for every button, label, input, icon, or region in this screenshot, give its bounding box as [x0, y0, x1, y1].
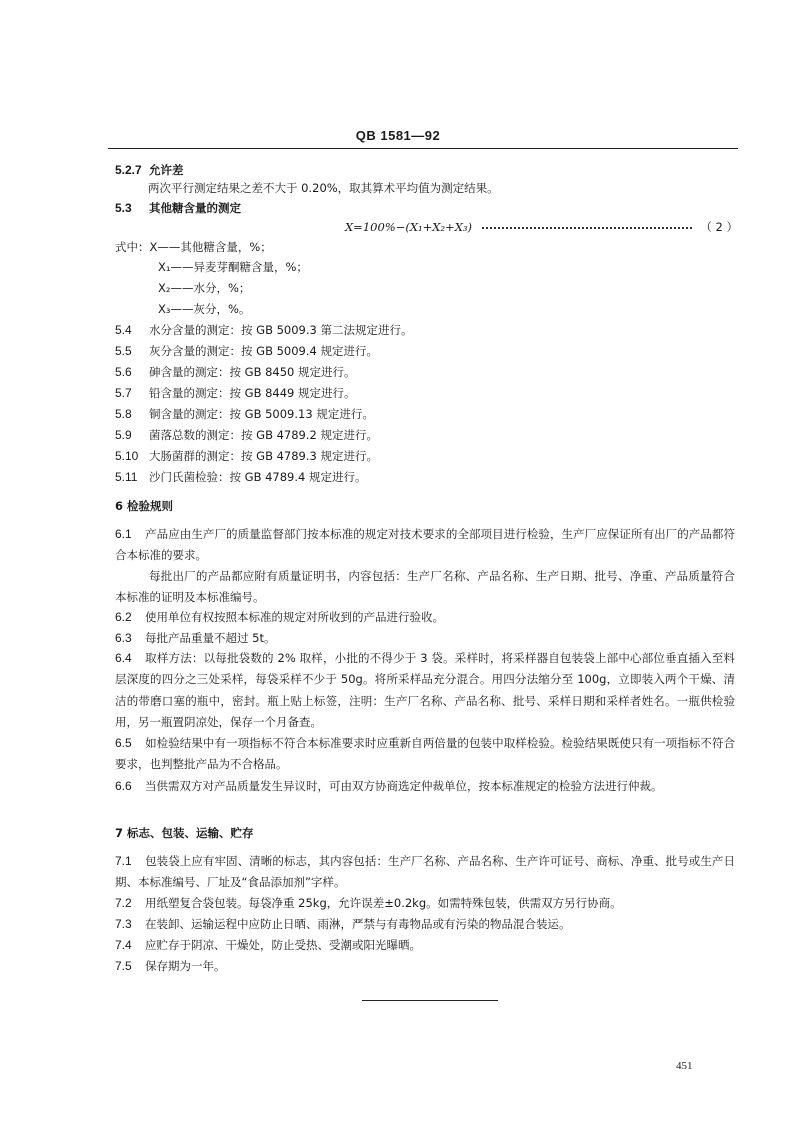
- end-rule: [362, 1000, 498, 1001]
- formula-expression: X=100%−(X₁+X₂+X₃): [345, 220, 472, 234]
- clause-5-4: [115, 322, 413, 338]
- clause-number: 6.4: [115, 651, 132, 665]
- clause-5-2-7-heading: [115, 162, 184, 178]
- equation-number: （ 2 ）: [700, 220, 738, 234]
- header-rule: [108, 148, 738, 149]
- clause-5-5: [115, 343, 378, 359]
- clause-number: 5.6: [115, 365, 132, 379]
- clause-number: 6.5: [115, 736, 132, 750]
- section-6-heading: 6 检验规则: [115, 499, 174, 513]
- clause-number: 6.3: [115, 631, 132, 645]
- formula-var-x1: X₁——异麦芽酮糖含量，%；: [158, 260, 308, 274]
- clause-number: 6.1: [115, 527, 132, 541]
- formula-line: [345, 219, 738, 235]
- clause-number: 6.2: [115, 610, 132, 624]
- clause-number: 5.4: [115, 323, 132, 337]
- clause-number: 7.4: [115, 938, 132, 952]
- clause-number: 5.9: [115, 428, 132, 442]
- clause-text: 应贮存于阴凉、干燥处，防止受热、受潮或阳光曝晒。: [145, 938, 421, 952]
- clause-5-6: [115, 364, 356, 380]
- clause-6-1-continued: 每批出厂的产品都应附有质量证明书，内容包括：生产厂名称、产品名称、生产日期、批号、净重、产品质量符合本标准的证明及本标准编号。: [115, 569, 735, 605]
- formula-var-x3: X₃——灰分，%。: [158, 302, 251, 316]
- clause-text: 包装袋上应有牢固、清晰的标志，其内容包括：生产厂名称、产品名称、生产许可证号、商标、净重、批号或生产日期、本标准编号、厂址及“食品添加剂”字样。: [115, 854, 735, 890]
- clause-number: 7.3: [115, 917, 132, 931]
- clause-text: 当供需双方对产品质量发生异议时，可由双方协商选定仲裁单位，按本标准规定的检验方法进行仲裁。: [145, 779, 663, 793]
- formula-var-x2: X₂——水分，%；: [158, 281, 251, 295]
- clause-number: 5.7: [115, 386, 132, 400]
- clause-number: 5.11: [115, 470, 138, 484]
- formula-where: 式中：X——其他糖含量，%；: [115, 240, 272, 254]
- clause-7-4: [115, 935, 735, 956]
- clause-number: 5.8: [115, 407, 132, 421]
- clause-text: 大肠菌群的测定：按 GB 4789.3 规定进行。: [149, 449, 379, 463]
- clause-number: 6.6: [115, 779, 132, 793]
- clause-text: 使用单位有权按照本标准的规定对所收到的产品进行验收。: [145, 610, 444, 624]
- clause-text: 用纸塑复合袋包装。每袋净重 25kg，允许误差±0.2kg。如需特殊包装，供需双方另行协商。: [145, 896, 622, 910]
- clause-7-5: [115, 956, 735, 977]
- clause-5-9: [115, 427, 378, 443]
- clause-6-3: [115, 628, 735, 649]
- clause-text: 沙门氏菌检验：按 GB 4789.4 规定进行。: [149, 470, 367, 484]
- clause-number: 7.5: [115, 959, 132, 973]
- clause-5-11: [115, 469, 367, 485]
- clause-6-5: [115, 733, 735, 776]
- clause-number: 5.5: [115, 344, 132, 358]
- clause-text: 菌落总数的测定：按 GB 4789.2 规定进行。: [149, 428, 379, 442]
- clause-6-4: [115, 648, 735, 734]
- clause-text: 每批产品重量不超过 5t。: [145, 631, 276, 645]
- clause-text: 铅含量的测定：按 GB 8449 规定进行。: [149, 386, 356, 400]
- clause-number: 5.3: [115, 201, 132, 215]
- clause-title: 其他糖含量的测定: [149, 201, 241, 215]
- clause-text: 产品应由生产厂的质量监督部门按本标准的规定对技术要求的全部项目进行检验，生产厂应保证所有出厂的产品都符合本标准的要求。: [115, 527, 735, 563]
- clause-text: 水分含量的测定：按 GB 5009.3 第二法规定进行。: [149, 323, 413, 337]
- clause-5-7: [115, 385, 356, 401]
- formula-leader-dots: [482, 221, 692, 229]
- clause-5-2-7-body: 两次平行测定结果之差不大于 0.20%，取其算术平均值为测定结果。: [148, 181, 499, 195]
- clause-7-3: [115, 914, 735, 935]
- clause-text: 取样方法：以每批袋数的 2% 取样，小批的不得少于 3 袋。采样时，将采样器自包装袋上部中心部位垂直插入至料层深度的四分之三处采样，每袋采样不少于 50g。将所采样品充分混合。用四分法缩分至 100g，立即装入两个干燥、清洁的带磨口塞的瓶中，密封。瓶上贴上标签，注明：生产厂名称、产品名称、批号、采样日期和采样者姓名。一瓶供检验用，另一瓶置阴凉处，保存一个月备查。: [115, 651, 735, 730]
- clause-text: 保存期为一年。: [145, 959, 226, 973]
- standard-code-header: QB 1581—92: [355, 128, 441, 143]
- clause-title: 允许差: [149, 163, 184, 177]
- clause-7-2: [115, 893, 735, 914]
- clause-text: 在装卸、运输运程中应防止日晒、雨淋，严禁与有毒物品或有污染的物品混合装运。: [145, 917, 571, 931]
- clause-7-1: [115, 851, 735, 894]
- clause-6-1: [115, 524, 735, 567]
- section-7-heading: 7 标志、包装、运输、贮存: [115, 826, 254, 840]
- clause-text: 砷含量的测定：按 GB 8450 规定进行。: [149, 365, 356, 379]
- clause-5-10: [115, 448, 378, 464]
- clause-number: 5.2.7: [115, 163, 142, 177]
- clause-text: 灰分含量的测定：按 GB 5009.4 规定进行。: [149, 344, 379, 358]
- clause-5-8: [115, 406, 374, 422]
- clause-5-3-heading: [115, 200, 241, 216]
- clause-text: 铜含量的测定：按 GB 5009.13 规定进行。: [149, 407, 374, 421]
- clause-text: 如检验结果中有一项指标不符合本标准要求时应重新自两倍量的包装中取样检验。检验结果既使只有一项指标不符合要求，也判整批产品为不合格品。: [115, 736, 735, 772]
- clause-6-6: [115, 776, 735, 797]
- clause-number: 5.10: [115, 449, 139, 463]
- page-number: 451: [676, 1060, 693, 1072]
- clause-number: 7.2: [115, 896, 132, 910]
- clause-6-2: [115, 607, 735, 628]
- clause-number: 7.1: [115, 854, 132, 868]
